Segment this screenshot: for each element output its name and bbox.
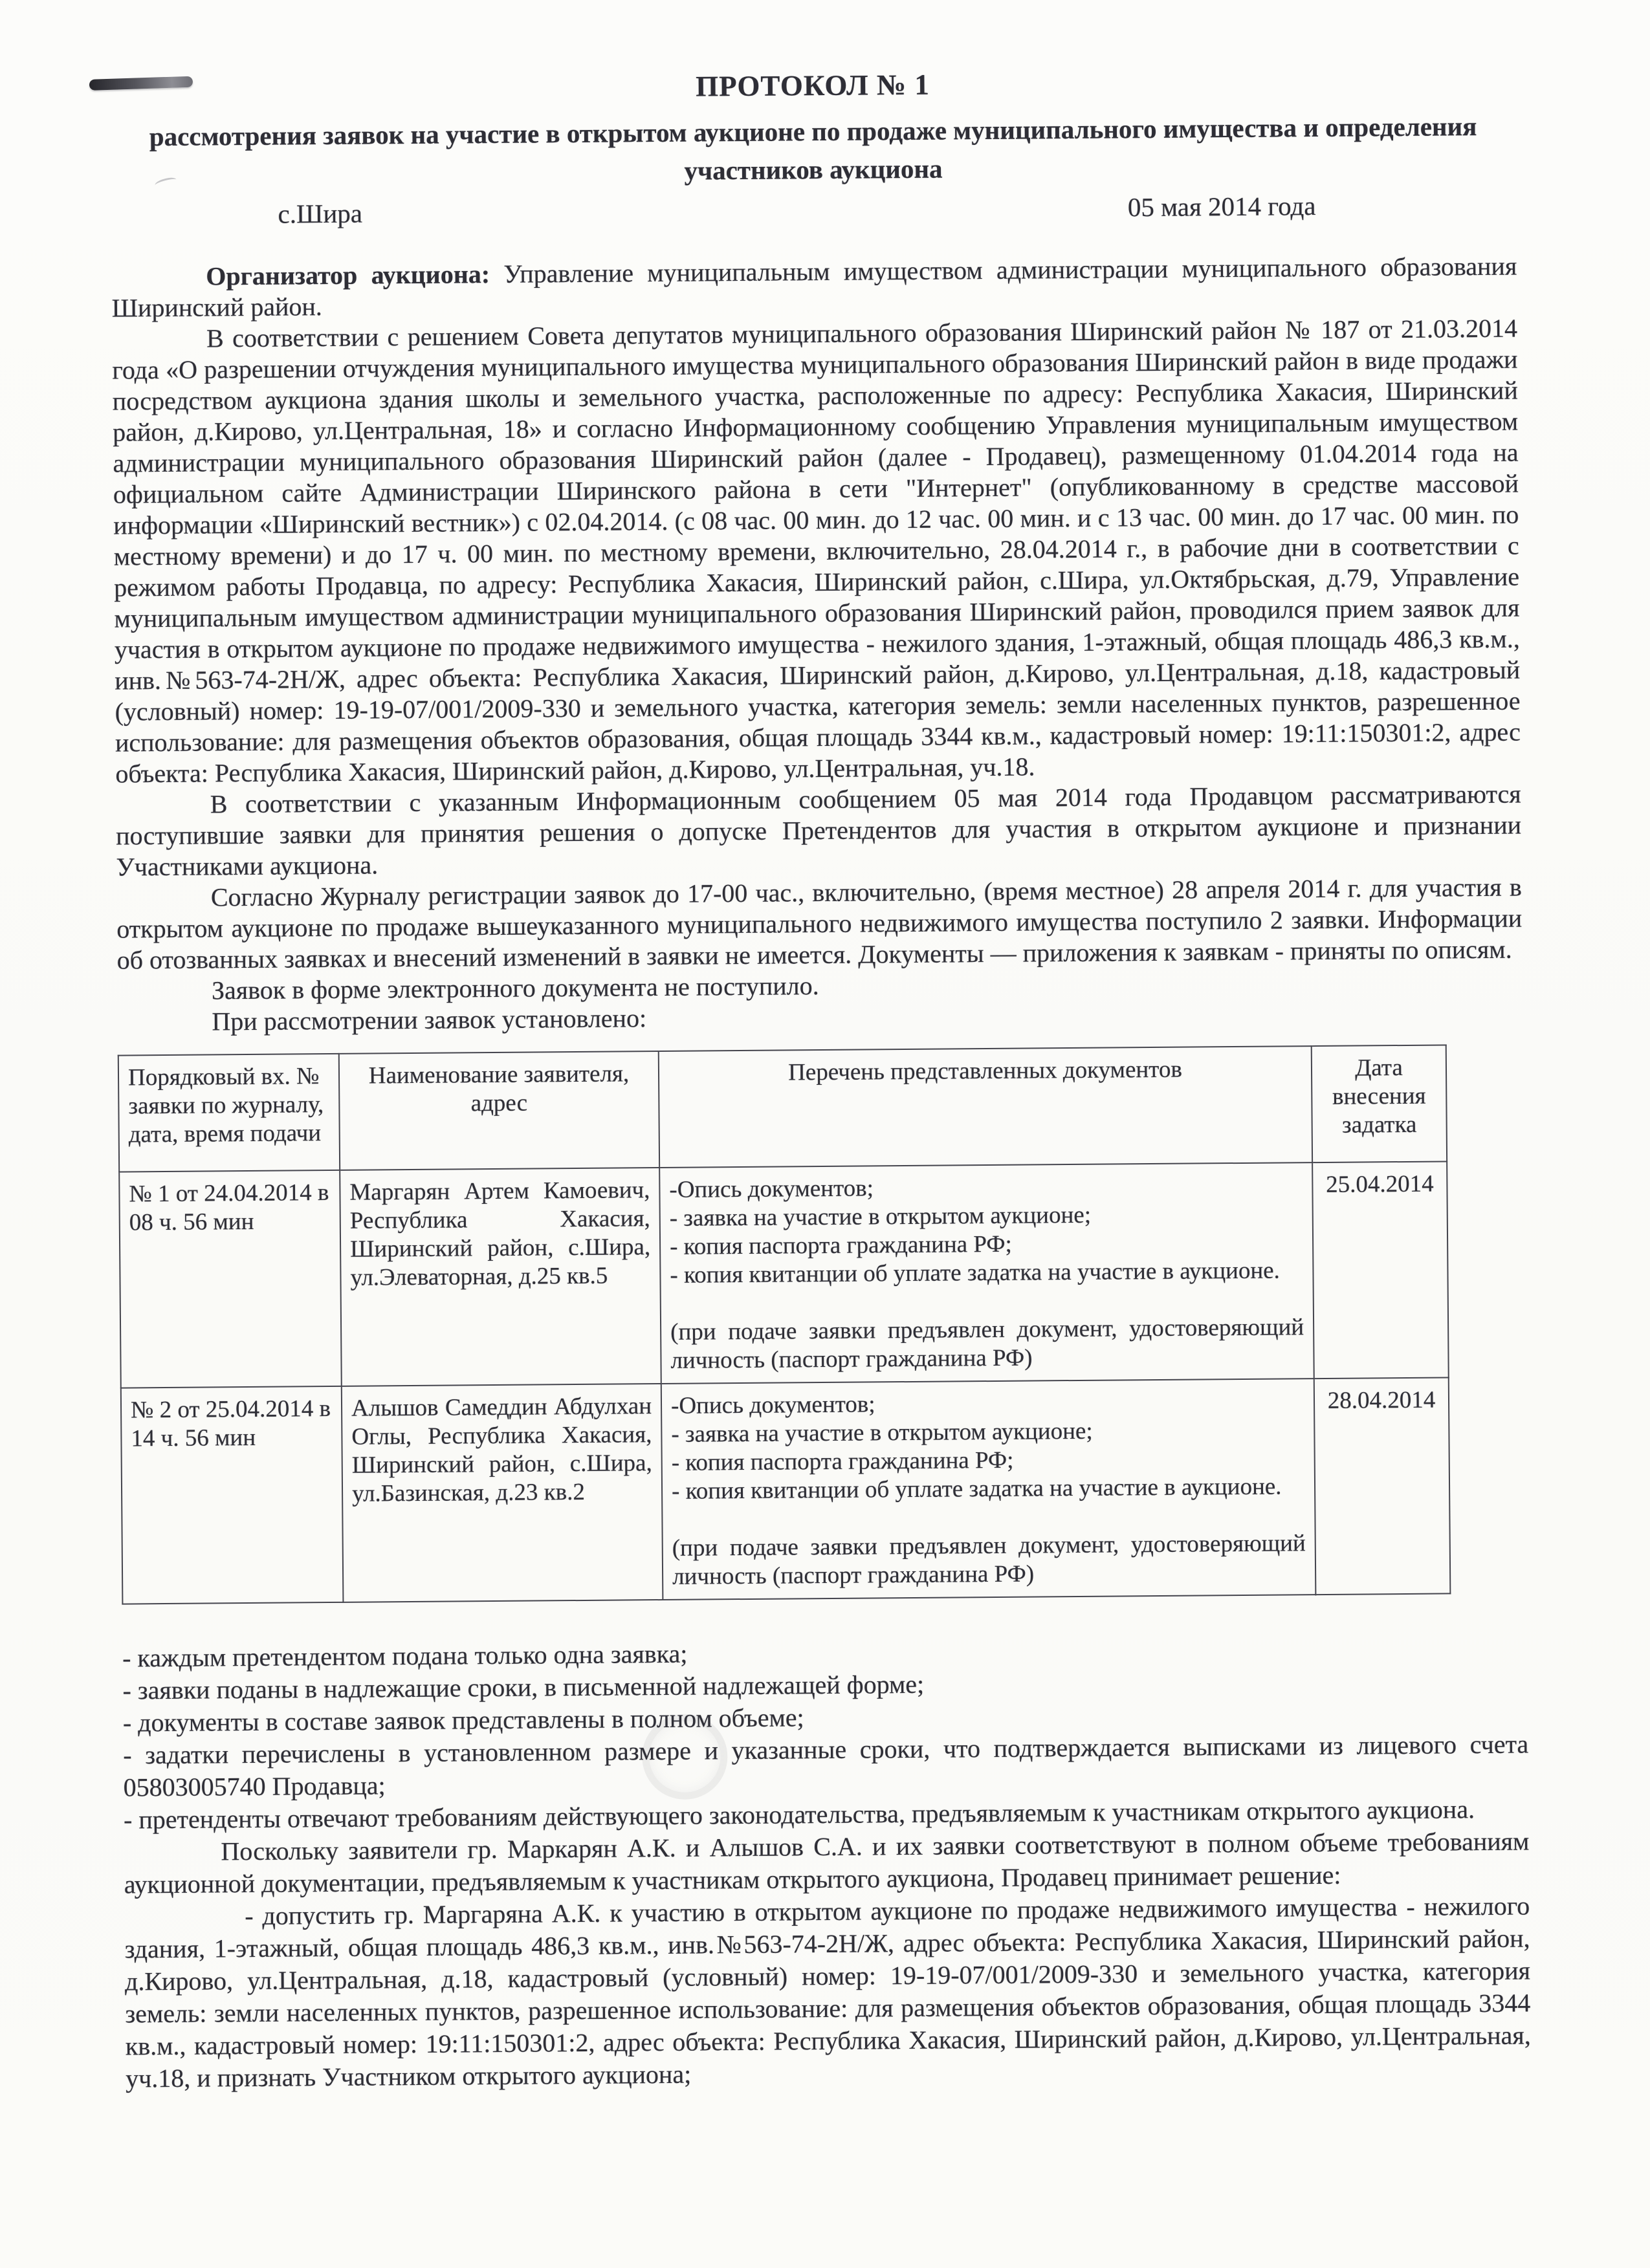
- finding-item: - каждым претендентом подана только одна заявка;: [122, 1639, 688, 1673]
- finding-item: - претенденты отвечают требованиям действующего законодательства, предъявляемым к участникам открытого аукциона.: [123, 1794, 1475, 1835]
- date-label: 05 мая 2014 года: [1127, 191, 1316, 223]
- resolution-paragraph: Поскольку заявители гр. Маркарян А.К. и Алышов С.А. и их заявки соответствуют в полном объеме требованиям аукционной документации, предъявляемым к участникам открытого аукциона, Продавец принимает решение:: [124, 1826, 1530, 1899]
- cell-documents: [659, 1162, 1314, 1384]
- document-item: - копия квитанции об уплате задатка на участие в аукционе.: [670, 1257, 1280, 1289]
- cell-applicant: Алышов Самеддин Абдулхан Оглы, Республика Хакасия, Ширинский район, с.Шира, ул.Базинская, д.23 кв.2: [342, 1384, 663, 1602]
- table-row: [121, 1377, 1451, 1604]
- cell-entry-number: № 2 от 25.04.2014 в 14 ч. 56 мин: [121, 1386, 344, 1604]
- header-applicant: Наименование заявителя, адрес: [339, 1051, 659, 1170]
- subtitle-line-2: участников аукциона: [684, 153, 943, 186]
- closing-section: [124, 1825, 1531, 2095]
- document-item: - заявка на участие в открытом аукционе;: [671, 1417, 1093, 1448]
- place-label: с.Шира: [278, 198, 363, 229]
- page-title: ПРОТОКОЛ № 1: [695, 68, 930, 103]
- header-deposit-date: Дата внесения задатка: [1312, 1045, 1447, 1162]
- cell-deposit-date: 28.04.2014: [1314, 1377, 1451, 1595]
- subtitle-line-1: рассмотрения заявок на участие в открытом аукционе по продаже муниципального имущества и определения: [149, 111, 1477, 152]
- page-subtitle: [110, 107, 1516, 195]
- document-item: - заявка на участие в открытом аукционе;: [669, 1201, 1092, 1232]
- document-body: [110, 63, 1531, 2095]
- finding-item: - документы в составе заявок представлены в полном объеме;: [122, 1703, 804, 1738]
- paragraph-organizer: [111, 251, 1517, 324]
- paragraph-established: При рассмотрении заявок установлено:: [212, 1003, 647, 1036]
- header-entry-number: Порядковый вх. № заявки по журналу, дата, время подачи: [118, 1054, 340, 1172]
- table-header-row: [118, 1045, 1447, 1172]
- paragraph-journal-info: Согласно Журналу регистрации заявок до 17-00 час., включительно, (время местное) 28 апреля 2014 г. для участия в открытом аукционе по продаже вышеуказанного муниципального недвижимого имущества поступило 2 заявки. Информации об отозванных заявках и внесений изменений в заявки не имеется. Документы — приложения к заявкам - приняты по описям.: [116, 872, 1523, 975]
- organizer-rest: Управление муниципальным имуществом администрации муниципального образования Ширинский район.: [111, 251, 1517, 323]
- organizer-lead: Организатор аукциона:: [206, 259, 490, 291]
- paragraph-auction-basis: В соответствии с решением Совета депутатов муниципального образования Ширинский район № 187 от 21.03.2014 года «О разрешении отчуждения муниципального имущества муниципального образования Ширинский район в виде продажи посредством аукциона здания школы и земельного участка, расположенные по адресу: Республика Хакасия, Ширинский район, д.Кирово, ул.Центральная, 18» и согласно Информационному сообщению Управления муниципальным имуществом администрации муниципального образования Ширинский район (далее - Продавец), размещенному 01.04.2014 года на официальном сайте Администрации Ширинского района в сети "Интернет" (опубликованному в средстве массовой информации «Ширинский вестник») с 02.04.2014. (с 08 час. 00 мин. до 12 час. 00 мин. и с 13 час. 00 мин. до 17 час. 00 мин. по местному времени) и до 17 ч. 00 мин. по местному времени, включительно, 28.04.2014 г., в рабочие дни в соответствии с режимом работы Продавца, по адресу: Республика Хакасия, Ширинский район, с.Шира, ул.Октябрьская, д.79, Управление муниципальным имуществом администрации муниципального образования Ширинский район, проводился прием заявок для участия в открытом аукционе по продаже недвижимого имущества - нежилого здания, 1-этажный, общая площадь 486,3 кв.м., инв.№563-74-2Н/Ж, адрес объекта: Республика Хакасия, Ширинский район, д.Кирово, ул.Центральная, д.18, кадастровый (условный) номер: 19-19-07/001/2009-330 и земельного участка, категория земель: земли населенных пунктов, разрешенное использование: для размещения объектов образования, общая площадь 3344 кв.м., кадастровый номер: 19:11:150301:2, адрес объекта: Республика Хакасия, Ширинский район, д.Кирово, ул.Центральная, уч.18.: [112, 313, 1521, 789]
- applications-table: [118, 1044, 1451, 1604]
- cell-documents: [661, 1379, 1316, 1600]
- cell-deposit-date: 25.04.2014: [1312, 1161, 1449, 1379]
- findings-section: [122, 1631, 1529, 1837]
- document-item: -Опись документов;: [670, 1391, 875, 1419]
- preamble-section: [111, 251, 1523, 1038]
- document-item: - копия паспорта гражданина РФ;: [671, 1446, 1014, 1476]
- finding-item: - заявки поданы в надлежащие сроки, в письменной надлежащей форме;: [122, 1669, 925, 1705]
- decision-paragraph: - допустить гр. Маргаряна А.К. к участию в открытом аукционе по продаже недвижимого имущества - нежилого здания, 1-этажный, общая площадь 486,3 кв.м., инв.№563-74-2Н/Ж, адрес объекта: Республика Хакасия, Ширинский район, д.Кирово, ул.Центральная, д.18, кадастровый (условный) номер: 19-19-07/001/2009-330 и земельного участка, категория земель: земли населенных пунктов, разрешенное использование: для размещения объектов образования, общая площадь 3344 кв.м., кадастровый номер: 19:11:150301:2, адрес объекта: Республика Хакасия, Ширинский район, д.Кирово, ул.Центральная, уч.18, и признать Участником открытого аукциона;: [124, 1891, 1531, 2093]
- cell-applicant: Маргарян Артем Камоевич, Республика Хакасия, Ширинский район, с.Шира, ул.Элеваторная, д.25 кв.5: [340, 1168, 661, 1386]
- finding-item: - задатки перечислены в установленном размере и указанные сроки, что подтверждается выписками из лицевого счета 05803005740 Продавца;: [123, 1729, 1529, 1802]
- paragraph-review-notice: В соответствии с указанным Информационным сообщением 05 мая 2014 года Продавцом рассматриваются поступившие заявки для принятия решения о допуске Претендентов для участия в открытом аукционе и признании Участниками аукциона.: [115, 779, 1522, 882]
- document-item: - копия паспорта гражданина РФ;: [669, 1230, 1012, 1260]
- document-item: -Опись документов;: [669, 1175, 874, 1203]
- cell-entry-number: № 1 от 24.04.2014 в 08 ч. 56 мин: [119, 1170, 342, 1388]
- identity-note: (при подаче заявки предъявлен документ, удостоверяющий личность (паспорт гражданина РФ): [670, 1314, 1304, 1374]
- document-item: - копия квитанции об уплате задатка на участие в аукционе.: [671, 1473, 1282, 1505]
- paragraph-electronic-applications: Заявок в форме электронного документа не поступило.: [211, 971, 819, 1005]
- identity-note: (при подаче заявки предъявлен документ, удостоверяющий личность (паспорт гражданина РФ): [672, 1530, 1306, 1590]
- table-row: [119, 1161, 1449, 1388]
- header-documents: Перечень представленных документов: [659, 1046, 1312, 1168]
- place-date-row: [111, 188, 1516, 232]
